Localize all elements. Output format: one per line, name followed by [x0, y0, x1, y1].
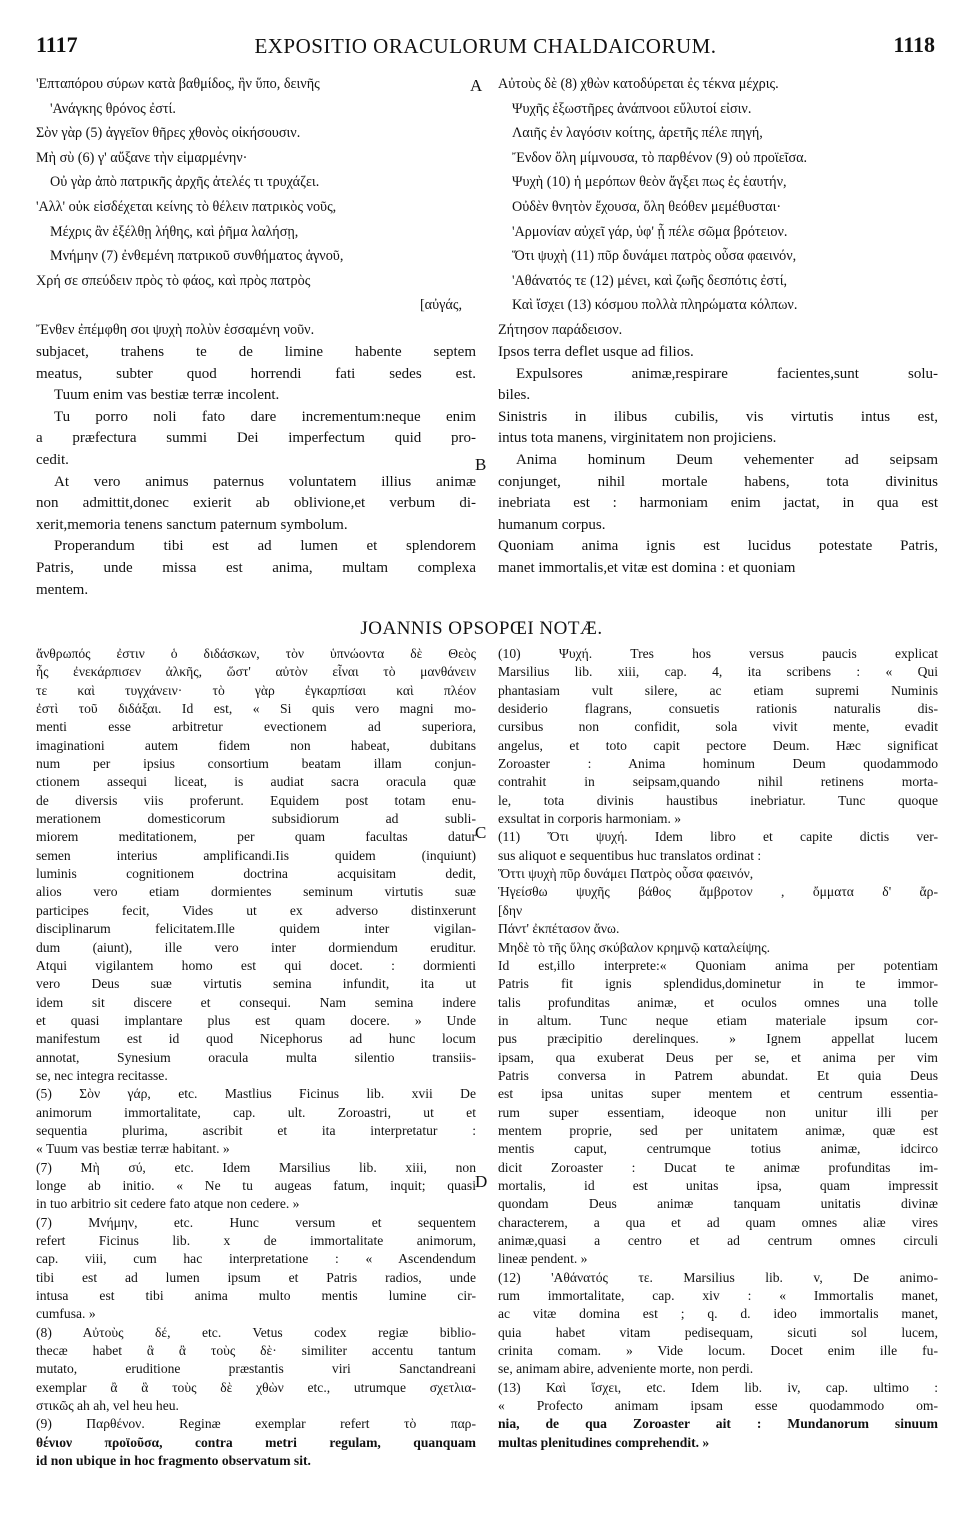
note-line: mutato, eruditione præstantis viri Sanctandreani — [36, 1361, 476, 1377]
latin-line: Ipsos terra deflet usque ad filios. — [498, 344, 694, 360]
notes-right — [498, 645, 938, 1515]
greek-verse-line: Ψυχῆς ἐξωστῆρες ἀνάπνοοι εὔλυτοί εἰσιν. — [512, 100, 752, 117]
note-line: (10) Ψυχή. Tres hos versus paucis explicat — [498, 646, 938, 661]
latin-line: xerit,memoria tenens sanctum paternum symbolum. — [36, 516, 348, 533]
greek-verse-line: Ζήτησον παράδεισον. — [498, 321, 623, 338]
greek-verse-line: 'Αλλ' οὐκ εἰσδέχεται κείνης τὸ θέλειν πατρικὸς νοῦς, — [36, 198, 337, 215]
note-line: desiderio flagrans, consuetis rationis naturalis dis- — [498, 701, 938, 717]
latin-line: Tuum enim vas bestiæ terræ incolent. — [54, 387, 280, 404]
note-line: vero Deus suæ virtutis semina infundit, ita ut — [36, 976, 476, 992]
note-line: se, nec integra recitasse. — [36, 1067, 168, 1083]
note-line: rum immortalitate, cap. xiv : « Immortalis manet, — [498, 1288, 938, 1304]
latin-line: subjacet, trahens te de limine habente septem — [36, 344, 476, 360]
latin-line: intus tota manens, virginitatem non projiciens. — [498, 430, 777, 447]
note-line: cursibus non confidit, sola vivit mente, evadit — [498, 719, 938, 735]
latin-line: mentem. — [36, 581, 89, 598]
note-line: θένιον προϊοῦσα, contra metri regulam, quanquam — [36, 1434, 476, 1450]
latin-line: Anima hominum Deum vehementer ad seipsam — [516, 451, 938, 468]
note-line: angelus, et toto capit pectore Deum. Hæc significat — [498, 737, 938, 753]
page-header — [36, 32, 935, 62]
note-line: quondam Deus animæ tanquam unitatis divinæ — [498, 1196, 938, 1212]
latin-line: Quoniam anima ignis est lucidus potestate Patris, — [498, 538, 938, 555]
note-line: idem sit discere et consequi. Nam semina indere — [36, 994, 476, 1010]
note-line: « Tuum vas bestiæ terræ habitant. » — [36, 1141, 230, 1157]
greek-verse-line: 'Αρμονίαν αὐχεῖ γάρ, ὑφ' ᾗ πέλε σῶμα βρότειον. — [512, 223, 788, 240]
greek-verse-line: 'Ανάγκης θρόνος ἐστί. — [50, 100, 176, 117]
note-line: exsultat in corporis harmoniam. » — [498, 811, 682, 827]
note-line: characterem, a qua et ad quam omnes aliæ vires — [498, 1214, 938, 1230]
note-line: alios vero etiam dormientes seminum virtutis suæ — [36, 884, 476, 900]
note-line: dum (aiunt), ille vero inter dormiendum eruditur. — [36, 939, 476, 955]
note-line: crinita comam. » Vide locum. Docet enim ille fu- — [498, 1343, 938, 1359]
greek-verse-line: Λαιῆς ἐν λαγόσιν κοίτης, ἀρετῆς πέλε πηγή, — [512, 125, 763, 142]
note-line: tibi est ad lumen ipsum et Patris radios, unde — [36, 1269, 476, 1285]
note-line: (8) Αὐτοὺς δέ, etc. Vetus codex regiæ biblio- — [36, 1324, 476, 1340]
latin-translation-right — [498, 342, 938, 612]
greek-verse-line: Ψυχὴ (10) ἡ μερόπων θεὸν ἄγξει πως ἐς ἑαυτήν, — [512, 174, 787, 191]
note-line: intusa est tibi anima multo mentis lumine cir- — [36, 1288, 476, 1304]
note-line: manifestum est id quod Nicephorus ad hunc locum — [36, 1031, 476, 1047]
greek-verse-line: Μὴ σὺ (6) γ' αὔξανε τὴν εἱμαρμένην· — [36, 149, 248, 166]
latin-line: inebriata est : harmoniam enim jactat, in qua est — [498, 495, 938, 512]
greek-verse-right — [498, 72, 938, 342]
note-line: sus aliquot e sequentibus huc translatos ordinat : — [498, 847, 762, 863]
note-line: cap. viii, cum hac interpretatione : « Ascendendum — [36, 1251, 476, 1267]
latin-line: biles. — [498, 387, 531, 404]
note-line: exemplar ἂ ἃ τοὺς δὲ χθὼν etc., utrumque σχετλια- — [36, 1379, 476, 1395]
latin-line: Properandum tibi est ad lumen et splendorem — [54, 538, 476, 555]
latin-line: a præfectura summi Dei imperfectum quid pro- — [36, 430, 476, 447]
greek-verse-line: Χρή σε σπεύδειν πρὸς τὸ φάος, καὶ πρὸς πατρὸς — [36, 272, 311, 289]
note-line: miorem meditationem, per quam facultas datur — [36, 829, 476, 845]
greek-verse-line: 'Αθάνατός τε (12) μένει, καὶ ζωῆς δεσπότις ἐστί, — [512, 272, 788, 289]
greek-verse-line: Ἔνθεν ἐπέμφθη σοι ψυχὴ πολὺν ἑσσαμένη νοῦν. — [36, 321, 315, 338]
note-line: ipsam, qua exuberat Deus per se, et anima per vim — [498, 1049, 938, 1065]
latin-translation-left — [36, 342, 476, 612]
note-line: annotat, Synesium oracula multa silentio transiis- — [36, 1049, 476, 1065]
latin-line: manet immortalis,et vitæ est domina : et quoniam — [498, 559, 796, 576]
note-line: ac vitæ domina est ; q. d. ideo immortalis manet, — [498, 1306, 938, 1322]
margin-letter-b: B — [475, 455, 487, 474]
note-line: talis profunditas animæ, et oculos omnes una tolle — [498, 994, 938, 1010]
note-line: (7) Μνήμην, etc. Hunc versum et sequentem — [36, 1214, 476, 1230]
note-line: id non ubique in hoc fragmento observatum sit. — [36, 1453, 311, 1469]
note-line: est ipsa unitas super mentem et centrum essentia- — [498, 1086, 938, 1102]
note-line: num per ipsius consortium beatam illam conjun- — [36, 756, 476, 772]
latin-line: non admittit,donec exierit ab oblivione,et verbum di- — [36, 495, 476, 512]
note-line: mentis caput, centrumque totius animæ, idcirco — [498, 1141, 938, 1157]
latin-line: Expulsores animæ,respirare facientes,sunt solu- — [516, 365, 938, 382]
note-line: ctionem assequi liceat, is audiat sacra oracula quæ — [36, 774, 476, 790]
latin-line: At vero animus paternus voluntatem illius animæ — [54, 473, 476, 490]
notes-left — [36, 645, 476, 1515]
note-line: τε καὶ τυγχάνειν· τὸ γὰρ ἐγκαρπίσαι καὶ πλέον — [36, 682, 476, 698]
latin-line: humanum corpus. — [498, 516, 606, 533]
note-line: (11) Ὅτι ψυχή. Idem libro et capite dictis ver- — [498, 829, 938, 845]
latin-line: Patris, unde missa est anima, multam complexa — [36, 559, 476, 576]
note-line: thecæ habet ἂ ἂ τοὺς δὲ· similiter accentu tantum — [36, 1343, 476, 1359]
greek-verse-line: [αὐγάς, — [419, 297, 462, 314]
note-line: (13) Καὶ ἴσχει, etc. Idem lib. iv, cap. ultimo : — [498, 1379, 938, 1395]
note-line: sequentia plurima, ascribit et ita interpretatur : — [36, 1122, 476, 1138]
page-number-left: 1117 — [36, 32, 78, 57]
note-line: menti esse arbitretur evectionem ad superiora, — [36, 719, 476, 735]
margin-letter-a: A — [470, 76, 483, 95]
note-line: animæ,quasi a centro et ad centrum omnes circuli — [498, 1233, 938, 1248]
note-line: participes fecit, Vides ut ex adverso distinxerunt — [36, 902, 476, 918]
note-line: quia habet vitam pedisequam, sicuti sol lucem, — [498, 1324, 938, 1340]
note-line: in tuo arbitrio sit cedere fato atque non cedere. » — [36, 1196, 300, 1212]
note-line: animorum immortalitate, cap. ult. Zoroastri, ut et — [36, 1104, 476, 1120]
note-line: Πάντ' ἐκπέτασον ἄνω. — [498, 921, 620, 937]
margin-letter-c: C — [475, 823, 487, 842]
note-line: imaginationi autem fidem non habeat, dubitans — [36, 737, 476, 753]
note-line: in altum. Tunc neque etiam materiale ipsum cor- — [498, 1012, 938, 1028]
note-line: le, tota divinis haustibus inebriatur. Tunc quoque — [498, 792, 938, 808]
note-line: « Profecto animam ipsam esse quodammodo om- — [498, 1398, 938, 1414]
note-line: rum super essentiam, ideoque non unitur illi per — [498, 1104, 938, 1120]
note-line: merationem domesticorum subsidiorum ad subli- — [36, 811, 476, 827]
greek-verse-line: Ὅτι ψυχὴ (11) πῦρ δυνάμει πατρὸς οὖσα φαεινόν, — [512, 248, 797, 265]
note-line: refert Ficinus lib. x de immortalitate animorum, — [36, 1233, 476, 1248]
note-line: pus præcipitio derelinques. » Ignem appellat lucem — [498, 1031, 938, 1047]
greek-verse-line: Ἔνδον ὅλη μίμνουσα, τὸ παρθένον (9) οὐ προϊεῖσα. — [512, 149, 808, 166]
page-number-right: 1118 — [893, 32, 935, 57]
latin-line: conjunget, nihil mortale habens, tota divinitus — [498, 473, 938, 490]
note-line: nia, de qua Zoroaster ait : Mundanorum sinuum — [498, 1416, 938, 1432]
note-line: luminis cognitionem doctrina acquisitam dedit, — [36, 866, 476, 882]
note-line: phantasiam vult silere, ac etiam supremi Numinis — [498, 682, 938, 698]
note-line: et quasi implantare plus est quam docere. » Unde — [36, 1012, 476, 1028]
note-line: ἄνθρωπός ἐστιν ὁ διδάσκων, τὸν ὑπνώοντα δὲ Θεὸς — [36, 646, 476, 661]
note-line: Ἡγείσθω ψυχῆς βάθος ἄμβροτον , ὄμματα δ' ἄρ- — [498, 884, 938, 900]
note-line: Zoroaster : Anima hominum Deum quodammodo — [498, 756, 938, 772]
greek-verse-line: Οὐδὲν θνητὸν ἔχουσα, ὅλη θεόθεν μεμέθυσται· — [512, 198, 782, 215]
note-line: Ὅττι ψυχὴ πῦρ δυνάμει Πατρὸς οὖσα φαεινόν, — [498, 866, 754, 882]
note-line: ἐστὶ τοῦ διδάξαι. Id est, « Si quis vero magni mo- — [36, 701, 476, 717]
greek-verse-line: Σὸν γὰρ (5) ἀγγεῖον θῆρες χθονὸς οἰκήσουσιν. — [36, 125, 301, 142]
note-line: Patris fit ignis splendidus,dominetur in te immor- — [498, 976, 938, 992]
note-line: dicit Zoroaster : Ducat te animæ profunditas im- — [498, 1159, 938, 1175]
running-title: EXPOSITIO ORACULORUM CHALDAICORUM. — [254, 34, 717, 58]
note-line: multas plenitudines comprehendit. » — [498, 1434, 710, 1450]
section-title: JOANNIS OPSOPŒI NOTÆ. — [360, 618, 603, 639]
latin-line: Sinistris in ilibus cubilis, vis virtutis intus est, — [498, 408, 938, 425]
greek-verse-line: Μέχρις ἂν ἐξέλθῃ λήθης, καὶ ῥῆμα λαλήσῃ, — [50, 223, 299, 240]
note-line: longe ab initio. « Ne tu augeas fatum, inquit; quasi — [36, 1177, 476, 1193]
note-line: de diversis viis proferunt. Equidem post totam enu- — [36, 792, 476, 808]
greek-verse-left — [36, 72, 476, 342]
note-line: mentem proprie, sed per unitatem animæ, quæ est — [498, 1122, 938, 1138]
greek-verse-line: 'Επταπόρου σύρων κατὰ βαθμίδος, ἣν ὕπο, δεινῆς — [36, 76, 320, 92]
greek-verse-line: Μνήμην (7) ἐνθεμένη πατρικοῦ συνθήματος ἁγνοῦ, — [50, 248, 344, 265]
latin-line: cedit. — [36, 451, 69, 468]
note-line: (5) Σὸν γάρ, etc. Mastlius Ficinus lib. xvii De — [36, 1086, 476, 1102]
note-line: (12) 'Αθάνατός τε. Marsilius lib. v, De animo- — [498, 1269, 938, 1285]
latin-line: meatus, subter quod horrendi fati sedes est. — [36, 365, 476, 382]
note-line: Marsilius lib. xiii, cap. 4, ita scribens : « Qui — [498, 664, 938, 680]
note-line: Μηδὲ τὸ τῆς ὕλης σκύβαλον κρημνῷ καταλείψης. — [498, 939, 771, 955]
note-line: (9) Παρθένον. Reginæ exemplar refert τὸ παρ- — [36, 1416, 476, 1432]
note-line: lineæ pendent. » — [498, 1251, 588, 1267]
note-line: Id est,illo interprete:« Quoniam anima per potentiam — [498, 957, 938, 973]
greek-verse-line: Αὐτοὺς δὲ (8) χθὼν κατοδύρεται ἐς τέκνα μέχρις. — [498, 76, 779, 92]
note-line: ἧς ἐνεκάρπισεν ἀλκῆς, ὥστ' αὐτὸν εἶναι τὸ μανθάνειν — [36, 664, 476, 680]
note-line: cumfusa. » — [36, 1306, 96, 1322]
note-line: [δην — [498, 902, 523, 918]
note-line: Atqui vigilantem homo est qui docet. : dormienti — [36, 957, 476, 973]
note-line: Patris conversa in Patrem abundat. Et quia Deus — [498, 1067, 938, 1083]
note-line: semen interius amplificandi.Iis quidem (inquiunt) — [36, 847, 476, 863]
note-line: mortalis, id est unitas ipsa, quam impressit — [498, 1177, 938, 1193]
margin-letter-d: D — [475, 1172, 488, 1191]
note-line: se, animam abire, adveniente morte, non perdi. — [498, 1361, 754, 1377]
greek-verse-line: Καὶ ἴσχει (13) κόσμου πολλὰ πληρώματα κόλπων. — [512, 297, 798, 314]
note-line: στικῶς ah ah, vel heu heu. — [36, 1398, 179, 1414]
note-line: contrahit in seipsam,quando nihil retinens morta- — [498, 774, 938, 790]
latin-line: Tu porro noli fato dare incrementum:neque enim — [54, 408, 476, 425]
note-line: disciplinarum felicitatem.Ille quidem inter vigilan- — [36, 921, 476, 937]
note-line: (7) Μὴ σύ, etc. Idem Marsilius lib. xiii, non — [36, 1159, 476, 1175]
greek-verse-line: Οὐ γὰρ ἀπὸ πατρικῆς ἀρχῆς ἀτελές τι τρυχάζει. — [50, 174, 320, 191]
